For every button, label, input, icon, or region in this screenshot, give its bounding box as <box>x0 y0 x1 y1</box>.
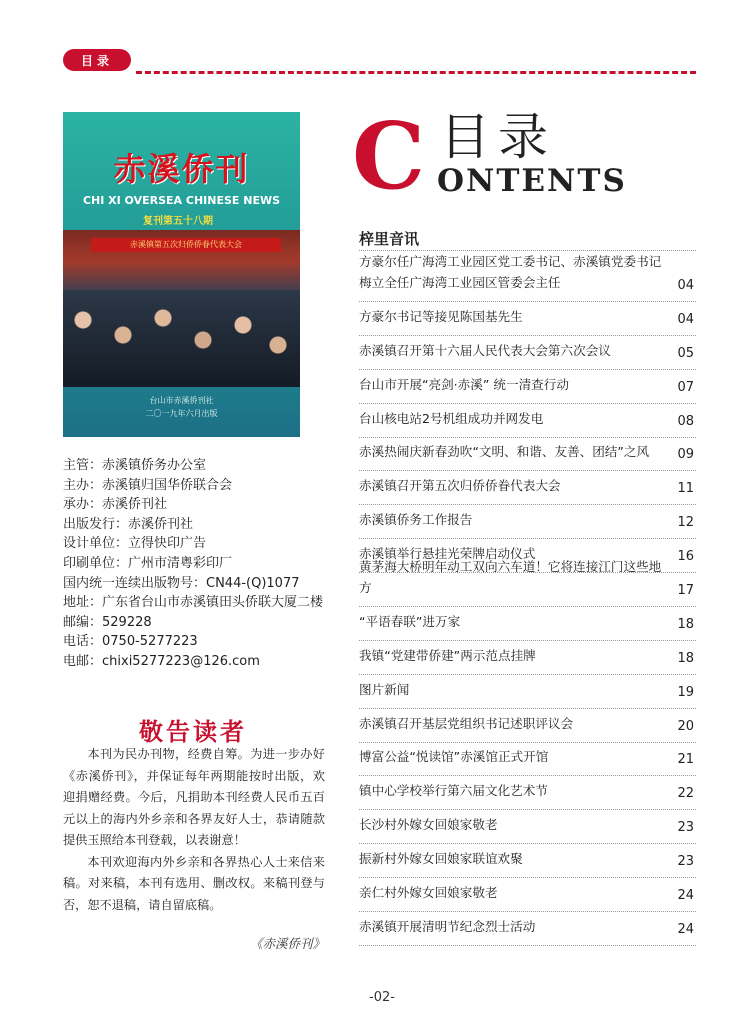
toc-item-title: 黄茅海大桥明年动工双向六车道！它将连接江门这些地方 <box>359 559 662 596</box>
masthead-line: 出版发行：赤溪侨刊社 <box>63 516 194 532</box>
toc-item-page: 04 <box>677 311 694 327</box>
masthead-line: 邮编：529228 <box>63 614 152 630</box>
masthead-line: 印刷单位：广州市清粤彩印厂 <box>63 555 233 571</box>
toc-item-title: “平语春联”进万家 <box>359 613 461 629</box>
dashed-divider <box>136 71 696 74</box>
audience-image <box>63 290 300 387</box>
toc-item-title: 长沙村外嫁女回娘家敬老 <box>359 817 498 833</box>
toc-item[interactable] <box>359 505 696 539</box>
masthead-line: 主管：赤溪镇侨务办公室 <box>63 458 207 473</box>
toc-item[interactable] <box>359 471 696 505</box>
toc-item-page: 09 <box>677 447 694 463</box>
section-heading: 梓里音讯 <box>359 230 420 248</box>
cover-banner: 赤溪镇第五次归侨侨眷代表大会 <box>91 238 281 252</box>
toc-item-title: 方豪尔书记等接见陈国基先生 <box>359 308 523 324</box>
toc-item[interactable] <box>359 607 696 641</box>
contents-big-letter: C <box>352 102 426 210</box>
cover-photo <box>63 230 300 387</box>
masthead-line: 设计单位：立得快印广告 <box>63 536 207 552</box>
toc-item-title: 赤溪镇召开基层党组织书记述职评议会 <box>359 715 574 731</box>
toc-item[interactable] <box>359 252 696 302</box>
cover-title: 赤溪侨刊 <box>113 150 250 188</box>
toc-item-title <box>359 251 664 293</box>
contents-title-cn: 目录 <box>440 108 556 166</box>
toc-item-page: 08 <box>677 413 694 429</box>
masthead-line: 主办：赤溪镇归国华侨联合会 <box>63 477 233 493</box>
toc-item[interactable] <box>359 878 696 912</box>
toc-item-title-line: 方豪尔任广海湾工业园区党工委书记、赤溪镇党委书记 <box>359 254 662 269</box>
toc-item[interactable] <box>359 810 696 844</box>
toc-item[interactable] <box>359 844 696 878</box>
cover-issue: 复刊第五十八期 <box>143 216 213 227</box>
cover-date-line: 二〇一九年六月出版 <box>145 409 218 418</box>
cover-english-title: CHI XI OVERSEA CHINESE NEWS <box>82 194 281 207</box>
toc-item-title: 赤溪镇召开第五次归侨侨眷代表大会 <box>359 478 561 494</box>
toc-item-page: 05 <box>677 345 694 361</box>
masthead-line: 电邮：chixi5277223@126.com <box>63 653 260 669</box>
toc-item-page: 12 <box>677 515 694 531</box>
notice-paragraph: 本刊为民办刊物，经费自筹。为进一步办好《赤溪侨刊》，并保证每年两期能按时出版，欢迎捐赠经费。今后，凡捐助本刊经费人民币五百元以上的海内外乡亲和各界友好人士，恭请随款提供玉照给本刊登载，以表谢意！ <box>63 747 325 847</box>
page-number: -02- <box>369 990 395 1005</box>
toc-item-page: 20 <box>677 718 694 734</box>
contents-title-en: ONTENTS <box>437 163 627 199</box>
toc-item-page: 07 <box>677 379 694 395</box>
toc-item-page: 04 <box>677 278 694 293</box>
notice-paragraph: 本刊欢迎海内外乡亲和各界热心人士来信来稿。对来稿，本刊有选用、删改权。来稿刊登与否，恕不退稿，请自留底稿。 <box>63 854 325 912</box>
toc-item[interactable] <box>359 336 696 370</box>
cover-publisher <box>63 394 300 420</box>
toc-item[interactable] <box>359 675 696 709</box>
toc-item-page: 16 <box>677 549 694 565</box>
toc-item[interactable] <box>359 912 696 946</box>
toc-item-title: 博富公益“悦读馆”赤溪馆正式开馆 <box>359 749 549 765</box>
cover-publisher-line: 台山市赤溪侨刊社 <box>149 396 214 405</box>
toc-item-page: 24 <box>677 921 694 937</box>
toc-item-title: 赤溪镇召开第十六届人民代表大会第六次会议 <box>359 342 611 358</box>
toc-item[interactable] <box>359 404 696 438</box>
toc-item-page: 23 <box>677 820 694 836</box>
toc-item-title: 台山市开展“亮剑·赤溪” 统一清查行动 <box>359 376 569 392</box>
toc-item-page: 18 <box>677 650 694 666</box>
toc-item[interactable] <box>359 559 696 607</box>
masthead-line: 地址：广东省台山市赤溪镇田头侨联大厦二楼 <box>63 595 324 611</box>
toc-item[interactable] <box>359 709 696 743</box>
masthead-line: 电话：0750-5277223 <box>63 634 198 650</box>
toc-item-page: 21 <box>677 752 694 768</box>
notice-body <box>63 744 325 916</box>
toc-item-title: 赤溪镇开展清明节纪念烈士活动 <box>359 918 536 934</box>
toc-item-title: 图片新闻 <box>359 681 410 697</box>
toc-item-title: 赤溪热闹庆新春劲吹“文明、和谐、友善、团结”之风 <box>359 444 650 460</box>
toc-item-title: 镇中心学校举行第六届文化艺术节 <box>359 783 548 799</box>
toc-item-page: 11 <box>677 481 694 497</box>
toc-item-page: 23 <box>677 854 694 870</box>
section-tab: 目录 <box>63 49 131 71</box>
toc-item-title: 亲仁村外嫁女回娘家敬老 <box>359 885 498 901</box>
notice-signature: 《赤溪侨刊》 <box>249 936 325 951</box>
toc-list <box>359 252 696 946</box>
toc-item-page: 22 <box>677 786 694 802</box>
toc-item[interactable] <box>359 743 696 777</box>
toc-item-title: 台山核电站2号机组成功并网发电 <box>359 410 544 426</box>
toc-item[interactable] <box>359 302 696 336</box>
toc-item-page: 17 <box>677 583 694 599</box>
magazine-cover <box>63 112 300 437</box>
toc-item-title: 赤溪镇侨务工作报告 <box>359 512 473 528</box>
toc-item-title: 振新村外嫁女回娘家联谊欢聚 <box>359 851 523 867</box>
toc-item[interactable] <box>359 776 696 810</box>
toc-item-page: 24 <box>677 888 694 904</box>
masthead-info <box>63 456 323 672</box>
toc-item[interactable] <box>359 641 696 675</box>
toc-item-title: 赤溪镇举行悬挂光荣牌启动仪式 <box>359 546 536 562</box>
toc-item[interactable] <box>359 370 696 404</box>
toc-item[interactable] <box>359 438 696 472</box>
toc-item-title-line: 梅立全任广海湾工业园区管委会主任 <box>359 275 561 290</box>
toc-item-title: 我镇“党建带侨建”两示范点挂牌 <box>359 647 536 663</box>
toc-item-page: 18 <box>677 616 694 632</box>
masthead-line: 国内统一连续出版物号：CN44-(Q)1077 <box>63 575 300 591</box>
masthead-line: 承办：赤溪侨刊社 <box>63 497 168 513</box>
notice-title: 敬告读者 <box>139 718 247 746</box>
toc-item-page: 19 <box>677 684 694 700</box>
